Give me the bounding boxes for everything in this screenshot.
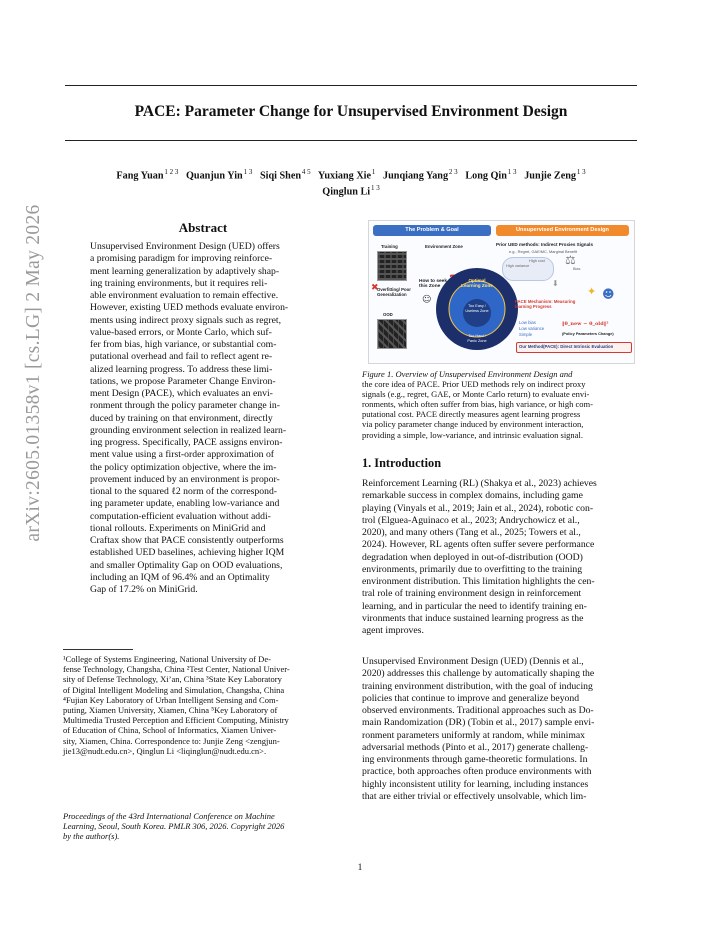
text-line: providing a simple, low-variance, and intrinsic evaluation signal. xyxy=(362,429,583,440)
text-line: remarkable success in complex domains, including game xyxy=(362,490,583,502)
text-line: 2020), and many others (Tang et al., 2025; Towers et al., xyxy=(362,527,581,538)
pace-formula: ‖θ_new − θ_old‖² xyxy=(562,321,609,327)
text-line: ments using indirect proxy signals such as regret, xyxy=(90,314,282,326)
text-line: environment distribution. This limitation highlights the cen- xyxy=(362,576,595,587)
text-line: ¹College of Systems Engineering, National University of De- xyxy=(63,654,271,664)
text-line: Multimedia Trusted Perception and Efficient Computing, Ministry xyxy=(63,715,289,726)
text-line: ing parameter update, enabling low-variance and xyxy=(90,498,280,510)
text-line: ment Design (PACE), which evaluates an envi- xyxy=(90,388,273,399)
author-name: Long Qin xyxy=(465,170,507,182)
title-bottom-rule xyxy=(65,140,637,141)
text-line: training environment distribution, with the goal of inducing xyxy=(362,680,593,692)
text-line: degradation when deployed in out-of-distribution (OOD) xyxy=(362,551,583,563)
text-line: the policy optimization objective, where the im- xyxy=(90,461,277,473)
text-line: sity, Xiamen, China. Correspondence to: Junjie Zeng <zengjun- xyxy=(63,735,280,746)
text-line: ronment parameters uniformly at random, while minimax xyxy=(362,729,586,741)
text-line: environments, primarily due to overfitting to the training xyxy=(362,563,583,575)
text-line: practice, both approaches often produce environments with xyxy=(362,766,592,778)
author-name: Junjie Zeng xyxy=(524,170,576,182)
text-line: Unsupervised Environment Design (UED) offers xyxy=(90,241,280,252)
too-easy-label: Too Easy / Useless Zone xyxy=(465,304,489,313)
author-affiliation: 1 3 xyxy=(507,168,517,176)
text-line: by the author(s). xyxy=(63,831,120,842)
text-line: Unsupervised Environment Design (UED) (Dennis et al., xyxy=(362,656,584,667)
ood-maze xyxy=(377,319,407,349)
text-line: adversarial methods (Pinto et al., 2017) generate challeng- xyxy=(362,741,589,753)
prior-methods-label: Prior UED methods: Indirect Proxies Signals xyxy=(496,242,594,247)
training-maze xyxy=(377,251,407,281)
author-name: Junqiang Yang xyxy=(383,170,449,182)
text-line: fer from bias, high variance, or substantial com- xyxy=(90,339,277,350)
our-method-label: Our Method(PACE): Direct Intrinsic Evaluation xyxy=(519,344,614,349)
figure-overview xyxy=(368,220,635,364)
text-line: duced by training on that environment, directly xyxy=(90,412,273,424)
arxiv-identifier: arXiv:2605.01358v1 [cs.LG] 2 May 2026 xyxy=(23,204,44,542)
text-line: sity of Defense Technology, Xi’an, China ³State Key Laboratory xyxy=(63,674,282,685)
text-line: tral role of training environment design in reinforcement xyxy=(362,588,582,600)
author-name: Fang Yuan xyxy=(116,170,164,182)
proxy-network-icon xyxy=(502,257,554,281)
text-line: tional rollouts. Experiments on MiniGrid and xyxy=(90,522,266,534)
abstract-heading: Abstract xyxy=(178,220,228,235)
text-line: learning, and in particular the need to identify training en- xyxy=(362,600,587,612)
benefit-item: Simple xyxy=(519,332,533,337)
text-line: value-based errors, or Monte Carlo, which suf- xyxy=(90,326,272,338)
text-line: established UED baselines, achieving higher IQM xyxy=(90,547,285,559)
figure-header-right: Unsupervised Environment Design xyxy=(496,225,629,236)
author-affiliation: 1 3 xyxy=(576,168,586,176)
prior-examples-label: e.g., Regret, GAE/MC, Marginal Benefit xyxy=(509,249,578,254)
optimal-zone-label: Optimal Learning Zone xyxy=(461,278,493,288)
author-name: Quanjun Yin xyxy=(186,170,243,182)
text-line: main Randomization (DR) (Tobin et al., 2017) sample envi- xyxy=(362,717,595,729)
footnote-rule xyxy=(63,649,133,650)
text-line: of Digital Intelligent Modeling and Simulation, Changsha, China xyxy=(63,684,285,695)
text-line: puting, Xiamen University, Xiamen, China ⁵Key Laboratory of xyxy=(63,705,278,716)
text-line: able environment evaluation to remain effective. xyxy=(90,290,279,301)
text-line: jie13@nudt.edu.cn>, Qinglun Li <liqinglun@nudt.edu.cn>. xyxy=(63,745,267,756)
text-line: ing training environments, but it requires reli- xyxy=(90,277,268,289)
text-line: ing progress. Specifically, PACE assigns environ- xyxy=(90,437,283,448)
text-line: ronment through the policy parameter change in- xyxy=(90,400,280,412)
text-line: provement induced by an environment is propor- xyxy=(90,473,280,485)
intro-paragraph-1 xyxy=(362,478,638,637)
high-cost-label: High cost xyxy=(529,259,545,263)
x-icon: ✖ xyxy=(371,283,379,293)
param-change-label: (Policy Parameters Change) xyxy=(562,331,614,336)
text-line: fense Technology, Changsha, China ²Test Center, National Univer- xyxy=(63,664,290,675)
text-line: including an IQM of 96.4% and an Optimality xyxy=(90,571,270,583)
author-name: Qinglun Li xyxy=(322,186,371,198)
author-name: Siqi Shen xyxy=(259,170,302,182)
text-line: Craftax show that PACE consistently outperforms xyxy=(90,535,284,546)
text-line: ment value using a first-order approximation of xyxy=(90,449,275,461)
figure-caption xyxy=(362,369,638,440)
pace-mechanism-label: PACE Mechanism: Measuring learning Progress xyxy=(515,299,576,309)
page-number: 1 xyxy=(357,863,363,873)
affiliations-footnote xyxy=(63,654,341,756)
text-line: signals (e.g., regret, GAE, or Monte Carlo return) to evaluate envi- xyxy=(362,389,590,400)
text-line: that are either trivial or effectively unsolvable, which lim- xyxy=(362,790,587,802)
text-line: 2020) addresses this challenge by automatically shaping the xyxy=(362,668,595,680)
section-heading: 1. Introduction xyxy=(362,456,442,470)
text-line: ment learning generalization by adaptively shap- xyxy=(90,265,280,277)
text-line: agent improves. xyxy=(362,625,424,636)
text-line: ing environments through game-theoretic formulations. In xyxy=(362,754,588,765)
high-variance-label: High variance xyxy=(506,264,530,268)
ood-label: OOD xyxy=(383,312,393,317)
text-line: observed environments. Traditional approaches such as Do- xyxy=(362,705,594,716)
author-affiliation: 2 3 xyxy=(448,168,458,176)
text-line: tional to the squared ℓ2 norm of the correspond- xyxy=(90,486,278,497)
text-line: However, existing UED methods evaluate environ- xyxy=(90,302,289,314)
text-line: ⁴Fujian Key Laboratory of Urban Intelligent Sensing and Com- xyxy=(63,694,279,705)
author-affiliation: 1 2 3 xyxy=(164,168,179,176)
how-to-seek-label: How to seek this Zone xyxy=(419,279,447,289)
text-line: ronments, which often suffer from bias, high variance, or high com- xyxy=(362,399,593,410)
training-label: Training xyxy=(381,244,398,249)
text-line: alized learning progress. To address these limi- xyxy=(90,363,273,375)
proceedings-note xyxy=(63,811,341,842)
author-affiliation: 4 5 xyxy=(301,168,311,176)
bias-label: Bias xyxy=(573,267,581,271)
author-affiliation: 1 xyxy=(371,168,376,176)
intro-paragraph-2 xyxy=(362,656,638,803)
text-line: highly inconsistent utility for learning, including instances xyxy=(362,778,589,790)
text-line: putational cost. PACE directly measures agent learning progress xyxy=(362,409,581,420)
text-line: policies that continue to improve and generalize beyond xyxy=(362,692,580,704)
paper-title: PACE: Parameter Change for Unsupervised Environment Design xyxy=(134,103,568,120)
text-line: and smaller Optimality Gap on OOD evaluations, xyxy=(90,559,283,571)
text-line: of Education of China, School of Informatics, Xiamen Univer- xyxy=(63,725,277,736)
author-affiliation: 1 3 xyxy=(370,184,380,193)
env-zone-label: Environment Zone xyxy=(425,244,463,249)
text-line: 2024). However, RL agents often suffer severe performance xyxy=(362,539,595,551)
scale-icon: ⚖ xyxy=(565,253,576,267)
arrow-down-icon: ⬇ xyxy=(552,279,559,288)
text-line: Gap of 17.2% on MiniGrid. xyxy=(90,584,198,595)
robot-icon: ☻ xyxy=(602,287,615,301)
text-line: tations, we propose Parameter Change Environ- xyxy=(90,375,276,387)
title-top-rule xyxy=(65,85,637,86)
text-line: trol (Elguea-Aguinaco et al., 2023; Andrychowicz et al., xyxy=(362,514,580,526)
author-name: Yuxiang Xie xyxy=(317,170,372,182)
overfitting-label: Overfitting/ Poor Generalization xyxy=(377,287,411,297)
text-line: the core idea of PACE. Prior UED methods rely on indirect proxy xyxy=(362,379,586,390)
text-line: a promising paradigm for improving reinforce- xyxy=(90,253,273,265)
text-line: putational overhead and fail to reflect agent re- xyxy=(90,351,273,363)
figure-header-left: The Problem & Goal xyxy=(373,225,491,236)
text-line: grounding environment selection in realized learn- xyxy=(90,424,287,436)
text-line: Figure 1. Overview of Unsupervised Environment Design and xyxy=(362,369,573,379)
benefit-item: Low bias xyxy=(519,320,536,325)
text-line: via policy parameter change induced by environment interaction, xyxy=(362,419,584,430)
text-line: Proceedings of the 43rd International Conference on Machine xyxy=(63,811,275,821)
text-line: computation-efficient evaluation without addi- xyxy=(90,510,271,522)
benefit-item: Low variance xyxy=(519,326,545,331)
author-list xyxy=(65,166,637,199)
abstract-body xyxy=(90,241,316,596)
too-hard-label: Too Hard / Panic Zone xyxy=(467,334,487,343)
lightbulb-icon: ✦ xyxy=(587,285,597,298)
robot-icon: ☺ xyxy=(422,295,432,305)
text-line: Reinforcement Learning (RL) (Shakya et al., 2023) achieves xyxy=(362,478,597,489)
text-line: Learning, Seoul, South Korea. PMLR 306, 2026. Copyright 2026 xyxy=(63,821,285,832)
author-affiliation: 1 3 xyxy=(243,168,253,176)
text-line: playing (Vinyals et al., 2019; Jain et al., 2024), robotic con- xyxy=(362,502,594,514)
text-line: vironments that induce sustained learning progress as the xyxy=(362,612,584,624)
